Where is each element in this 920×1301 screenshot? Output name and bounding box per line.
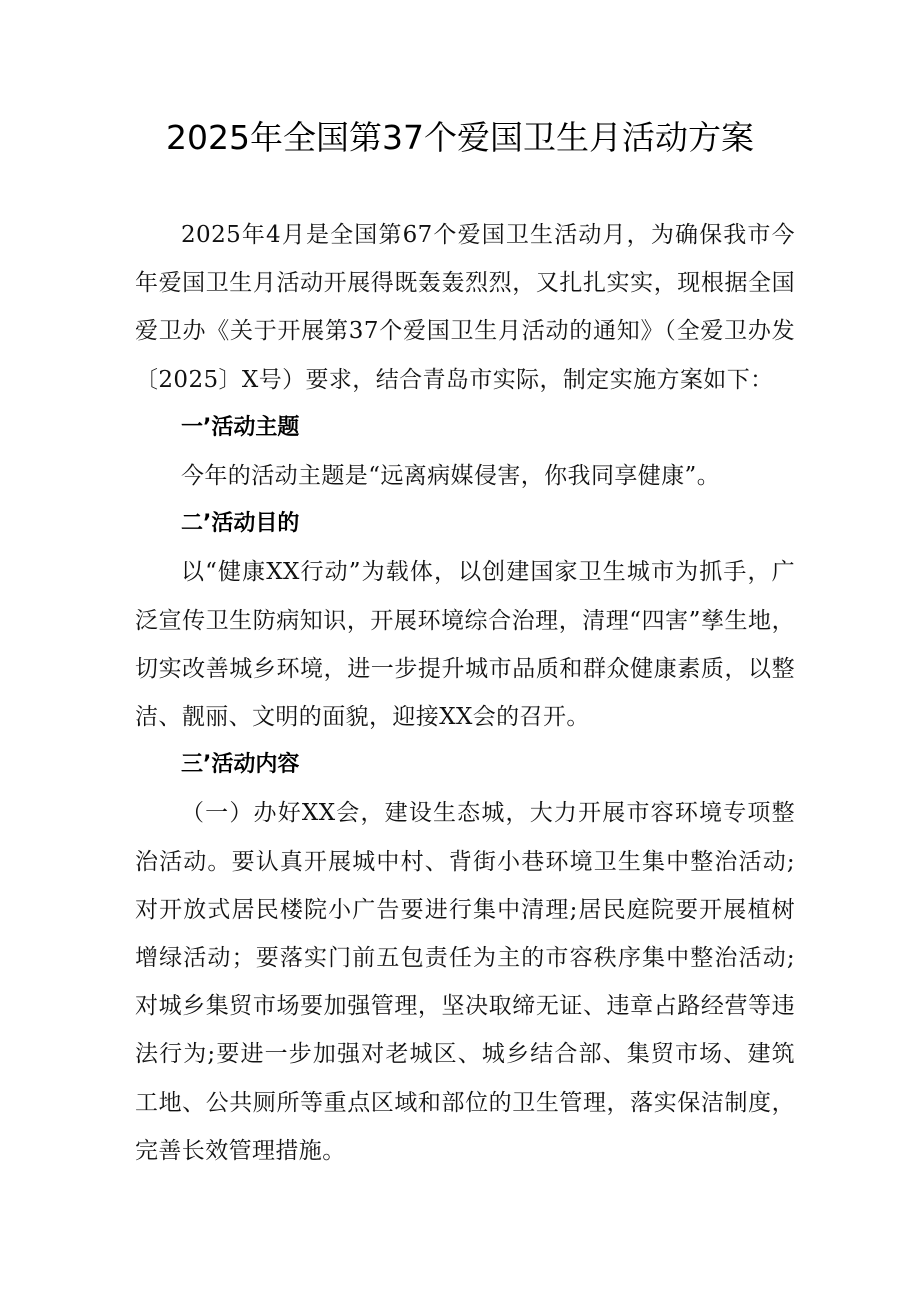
section-heading-content: 三’活动内容	[181, 752, 300, 778]
section-paragraph-content: （一）办好XX会，建设生态城，大力开展市容环境专项整治活动。要认真开展城中村、背街小巷环境卫生集中整治活动;对开放式居民楼院小广告要进行集中清理;居民庭院要开展植树增绿活动；要落实门前五包责任为主的市容秩序集中整治活动;对城乡集贸市场要加强管理，坚决取缔无证、违章占路经营等违法行为;要进一步加强对老城区、城乡结合部、集贸市场、建筑工地、公共厕所等重点区域和部位的卫生管理，落实保洁制度，完善长效管理措施。	[135, 800, 795, 1164]
document-body	[135, 211, 795, 1175]
section-heading-theme: 一’活动主题	[181, 414, 300, 440]
section-heading-purpose: 二’活动目的	[181, 511, 300, 537]
intro-paragraph: 2025年4月是全国第67个爱国卫生活动月，为确保我市今年爱国卫生月活动开展得既轰轰烈烈，又扎扎实实，现根据全国爱卫办《关于开展第37个爱国卫生月活动的通知》（全爱卫办发〔2025〕X号）要求，结合青岛市实际，制定实施方案如下：	[135, 222, 795, 393]
document-title: 2025年全国第37个爱国卫生月活动方案	[166, 118, 754, 157]
section-paragraph-theme: 今年的活动主题是“远离病媒侵害，你我同享健康”。	[181, 463, 721, 490]
section-paragraph-purpose: 以“健康XX行动”为载体，以创建国家卫生城市为抓手，广泛宣传卫生防病知识，开展环境综合治理，清理“四害”孳生地，切实改善城乡环境，进一步提升城市品质和群众健康素质，以整洁、靓丽、文明的面貌，迎接XX会的召开。	[135, 559, 795, 731]
